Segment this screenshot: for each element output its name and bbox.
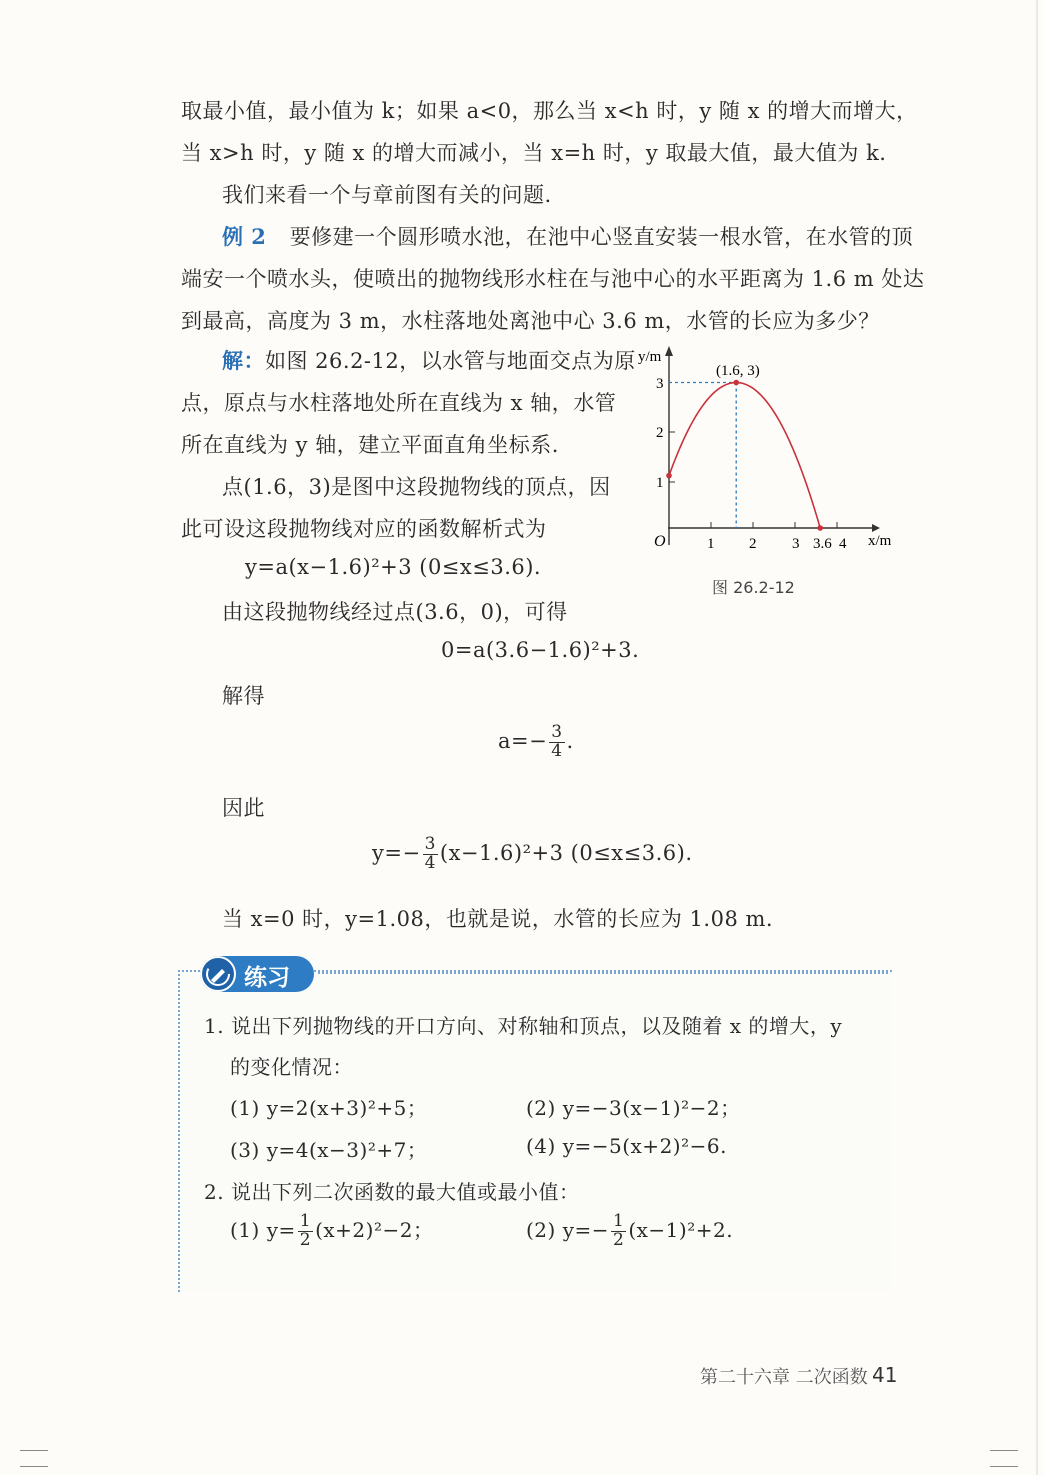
paragraph-line: 端安一个喷水头，使喷出的抛物线形水柱在与池中心的水平距离为 1.6 m 处达	[181, 267, 925, 291]
solution-heading	[222, 345, 636, 375]
fraction	[298, 1213, 313, 1250]
paragraph-text: 要修建一个圆形喷水池，在池中心竖直安装一根水管，在水管的顶	[289, 225, 914, 249]
paragraph-line: 点，原点与水柱落地处所在直线为 x 轴，水管	[181, 391, 617, 415]
fraction-numerator: 3	[424, 834, 436, 854]
exercise-item: (3) y=4(x−3)²+7；	[230, 1138, 428, 1162]
exercise-item: (2) y=−3(x−1)²−2；	[526, 1096, 741, 1120]
equation-text: (x−1)²+2.	[628, 1217, 734, 1242]
page-number: 41	[872, 1363, 898, 1387]
parabola-curve	[669, 383, 820, 529]
origin-label: O	[654, 533, 666, 550]
y-tick-label: 2	[656, 425, 664, 441]
y-tick-label: 1	[656, 475, 664, 491]
paragraph-line: 解得	[222, 684, 265, 708]
vertex-point	[733, 380, 739, 386]
crop-mark	[20, 1466, 48, 1467]
x-tick-label: 1	[707, 536, 715, 552]
parabola-figure	[632, 340, 912, 610]
solution-label: 解：	[222, 348, 265, 373]
fraction	[423, 836, 438, 873]
exercise-item	[230, 1213, 433, 1250]
equation-3	[498, 724, 574, 761]
curve-end-point	[817, 525, 823, 531]
x-tick-label: 3.6	[813, 536, 832, 552]
exercise-title: 练习	[244, 965, 290, 991]
chapter-footer: 第二十六章 二次函数	[700, 1367, 868, 1388]
example-heading	[222, 221, 913, 251]
paragraph-line: 点(1.6，3)是图中这段抛物线的顶点，因	[222, 475, 611, 499]
example-label: 例 2	[222, 224, 267, 249]
paragraph-line: 由这段抛物线经过点(3.6，0)，可得	[222, 600, 568, 624]
paragraph-line: 到最高，高度为 3 m，水柱落地处离池中心 3.6 m，水管的长应为多少？	[181, 309, 880, 333]
exercise-question: 的变化情况：	[230, 1055, 353, 1079]
y-axis-label: y/m	[638, 349, 662, 365]
paragraph-line: 此可设这段抛物线对应的函数解析式为	[181, 517, 547, 541]
equation-text: (1) y=	[230, 1217, 296, 1242]
equation-text: (x−1.6)²+3 (0≤x≤3.6).	[439, 840, 693, 865]
y-axis-arrow	[665, 346, 673, 356]
exercise-question: 2. 说出下列二次函数的最大值或最小值：	[204, 1180, 580, 1204]
paragraph-line: 所在直线为 y 轴，建立平面直角坐标系.	[181, 433, 559, 457]
equation-text: (2) y=−	[526, 1217, 610, 1242]
fraction	[549, 724, 564, 761]
figure-caption: 图 26.2-12	[712, 578, 795, 597]
fraction-numerator: 1	[299, 1211, 312, 1231]
equation-text: (x+2)²−2；	[315, 1217, 434, 1242]
x-tick-label: 4	[839, 536, 847, 552]
page-edge	[1036, 0, 1038, 1475]
x-tick-label: 3	[792, 536, 800, 552]
paragraph-line: 当 x>h 时，y 随 x 的增大而减小，当 x=h 时，y 取最大值，最大值为 k.	[181, 141, 887, 165]
crop-mark	[990, 1450, 1018, 1451]
paragraph-line: 因此	[222, 796, 265, 820]
fraction-numerator: 1	[613, 1211, 625, 1231]
x-axis-label: x/m	[868, 533, 892, 549]
equation-text: y=−	[372, 840, 421, 865]
exercise-top-rule	[318, 972, 888, 974]
equation-text: .	[566, 728, 574, 753]
fraction-denominator: 4	[424, 852, 436, 873]
fraction-denominator: 2	[613, 1229, 625, 1250]
fraction-denominator: 4	[551, 740, 563, 761]
exercise-tab	[200, 956, 314, 992]
fraction-numerator: 3	[551, 722, 563, 742]
paragraph-text: 如图 26.2-12，以水管与地面交点为原	[265, 349, 636, 373]
equation-text: a=−	[498, 728, 548, 753]
vertex-label: (1.6, 3)	[716, 363, 760, 379]
x-tick-label: 2	[749, 536, 757, 552]
exercise-item	[526, 1213, 733, 1250]
x-axis-arrow	[872, 524, 880, 532]
exercise-item: (1) y=2(x+3)²+5；	[230, 1096, 428, 1120]
y-tick-label: 3	[656, 376, 664, 392]
paragraph-line: 取最小值，最小值为 k；如果 a<0，那么当 x<h 时，y 随 x 的增大而增大，	[181, 99, 918, 123]
equation-2: 0=a(3.6−1.6)²+3.	[441, 638, 640, 662]
curve-start-point	[666, 473, 672, 479]
exercise-question: 1. 说出下列抛物线的开口方向、对称轴和顶点，以及随着 x 的增大，y	[204, 1014, 843, 1038]
paragraph-line: 当 x=0 时，y=1.08，也就是说，水管的长应为 1.08 m.	[222, 907, 774, 931]
paragraph-line: 我们来看一个与章前图有关的问题.	[222, 183, 552, 207]
fraction	[611, 1213, 626, 1250]
fraction-denominator: 2	[299, 1229, 312, 1250]
equation-4	[372, 836, 693, 873]
pencil-icon	[200, 956, 236, 992]
exercise-item: (4) y=−5(x+2)²−6.	[526, 1134, 727, 1158]
equation-1: y=a(x−1.6)²+3 (0≤x≤3.6).	[245, 555, 542, 579]
crop-mark	[20, 1450, 48, 1451]
crop-mark	[990, 1466, 1018, 1467]
